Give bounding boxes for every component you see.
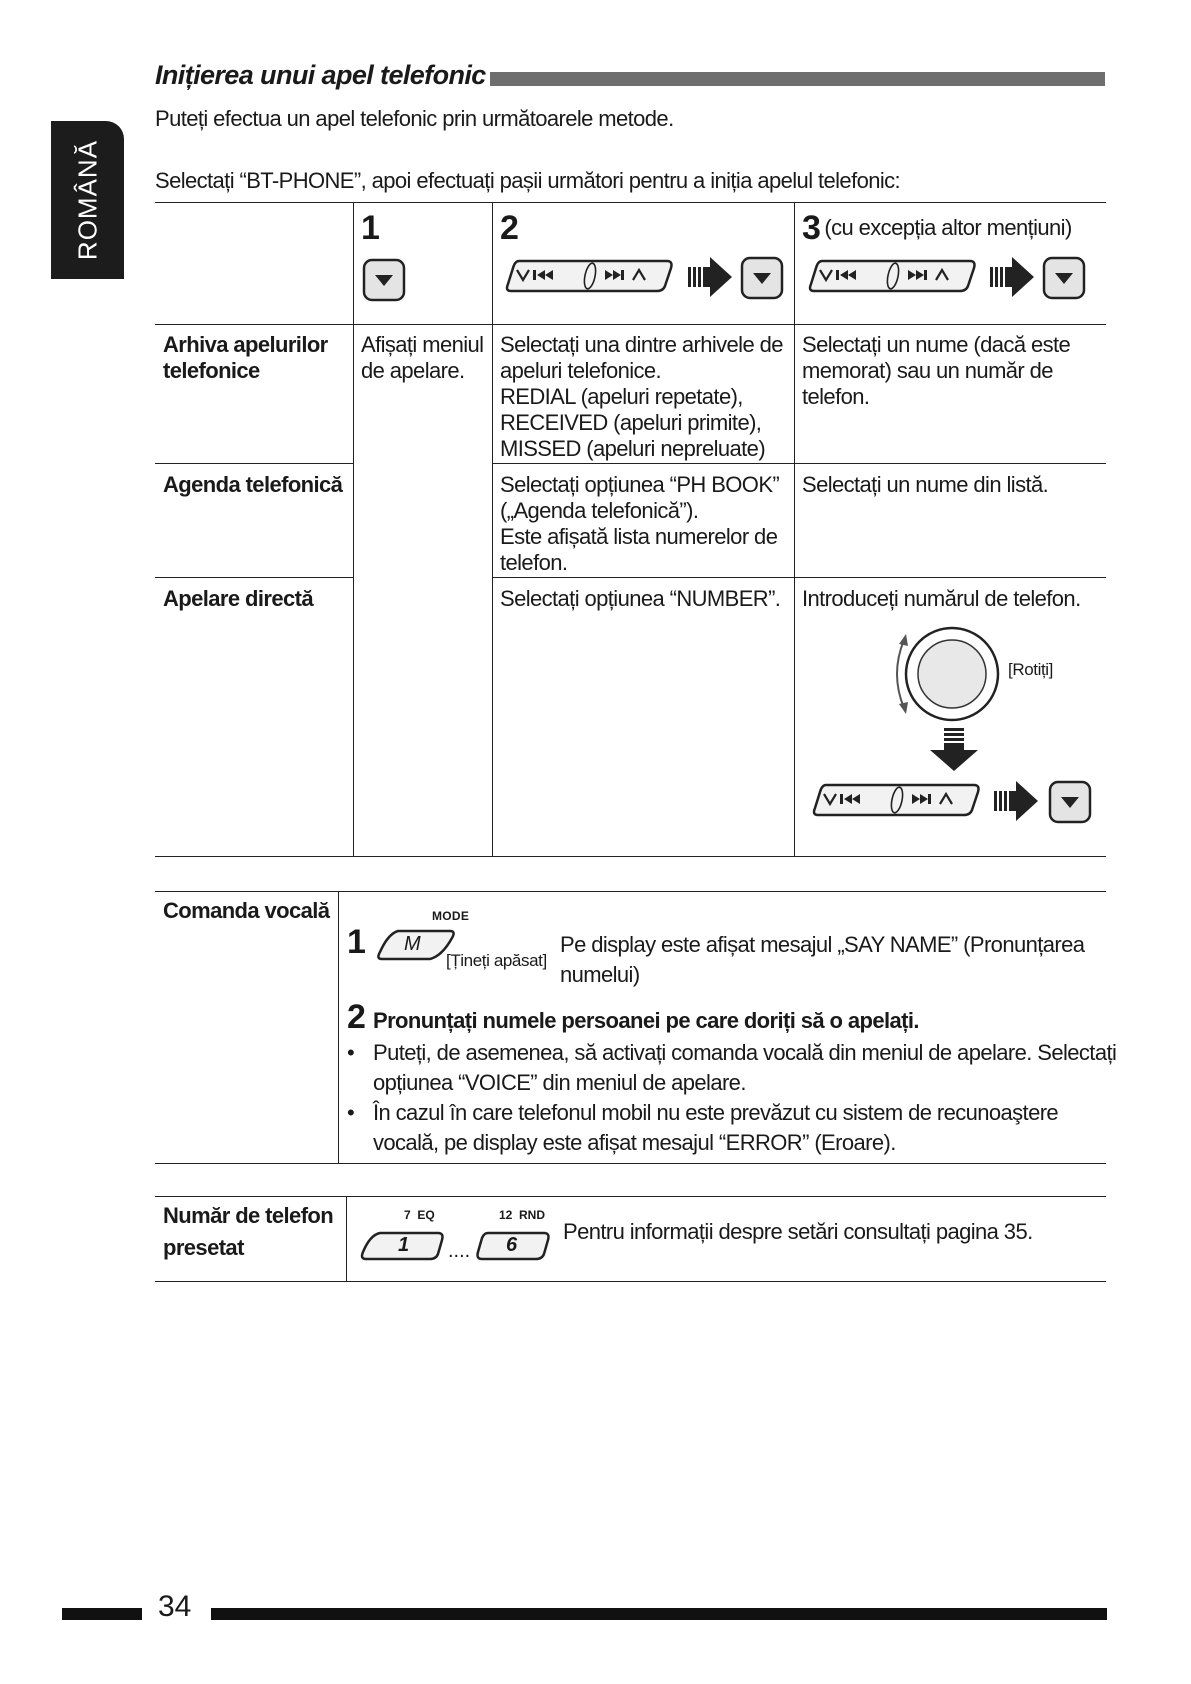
step-1-description: Afișați meniul de apelare. — [361, 332, 484, 383]
table-rule — [155, 1163, 1106, 1164]
phonebook-step-3: Selectați un nume din listă. — [802, 472, 1049, 497]
table-rule — [155, 891, 1106, 892]
table-rule — [492, 577, 1106, 578]
next-arrow-icon — [688, 254, 734, 300]
table-rule — [155, 324, 1106, 325]
voice-bullet-1: Puteți, de asemenea, să activați comanda vocală din meniul de apelare. Selectați opțiunea “VOICE” din meniul de apelare. — [373, 1040, 1117, 1095]
down-button-icon — [362, 258, 406, 302]
row-label-direct-dial: Apelare directă — [163, 586, 313, 611]
next-arrow-icon — [990, 254, 1036, 300]
step-2-number: 2 — [500, 209, 518, 247]
table-rule — [155, 1196, 1106, 1197]
preset-key-6-icon — [476, 1230, 552, 1262]
table-rule — [155, 202, 1106, 203]
down-button-icon — [1042, 256, 1086, 300]
table-rule — [353, 202, 354, 856]
phonebook-step-2: Selectați opțiunea “PH BOOK” („Agenda telefonică”). Este afișată lista numerelor de telefon. — [500, 472, 780, 575]
table-rule — [794, 202, 795, 856]
key-6-top-label: 12 RND — [499, 1208, 546, 1222]
language-tab-label: ROMÂNĂ — [72, 139, 102, 261]
next-arrow-icon — [994, 778, 1040, 824]
bullet-marker: • — [347, 1100, 355, 1125]
table-rule — [338, 891, 339, 1163]
key-6-label: 6 — [506, 1234, 518, 1256]
down-button-icon — [740, 256, 784, 300]
table-rule — [346, 1196, 347, 1281]
voice-step-2-number: 2 — [347, 998, 365, 1036]
table-rule — [155, 463, 354, 464]
step-3-header — [802, 211, 1072, 245]
call-history-step-2: Selectați una dintre arhivele de apeluri telefonice. REDIAL (apeluri repetate), RECEIVED (apeluri primite), MISSED (apeluri nepreluate) — [500, 332, 783, 461]
table-rule — [492, 463, 1106, 464]
voice-command-label: Comanda vocală — [163, 898, 330, 923]
preset-key-1-icon — [360, 1230, 446, 1262]
call-history-step-3: Selectați un nume (dacă este memorat) sau un număr de telefon. — [802, 332, 1071, 409]
page-title: Inițierea unui apel telefonic — [155, 60, 486, 90]
voice-step-1-number: 1 — [347, 923, 365, 961]
direct-dial-step-2: Selectați opțiunea “NUMBER”. — [500, 586, 781, 611]
rotate-label: [Rotiți] — [1008, 660, 1053, 679]
step-1-number: 1 — [361, 209, 379, 247]
row-label-phonebook: Agenda telefonică — [163, 472, 343, 497]
voice-step-1-text: Pe display este afișat mesajul „SAY NAME” (Pronunțarea numelui) — [560, 932, 1085, 987]
language-tab — [51, 121, 124, 279]
preset-label: Număr de telefon presetat — [163, 1203, 334, 1260]
preset-text: Pentru informații despre setări consultați pagina 35. — [563, 1219, 1033, 1244]
bullet-marker: • — [347, 1040, 355, 1065]
key-range-dots: .... — [448, 1240, 471, 1262]
table-rule — [492, 202, 493, 856]
hold-label: [Țineți apăsat] — [446, 951, 547, 970]
key-1-label: 1 — [398, 1234, 410, 1256]
footer-bar-right — [211, 1608, 1107, 1620]
down-arrow-icon — [928, 728, 980, 777]
footer-bar-left — [62, 1608, 142, 1620]
title-rule — [490, 72, 1105, 86]
table-rule — [155, 856, 1106, 857]
direct-dial-step-3: Introduceți numărul de telefon. — [802, 586, 1081, 611]
down-button-icon — [1048, 780, 1092, 824]
table-rule — [155, 1281, 1106, 1282]
seek-key-icon — [808, 258, 978, 294]
step-3-note: (cu excepția altor mențiuni) — [824, 215, 1072, 240]
key-1-top-label: 7 EQ — [404, 1208, 435, 1222]
mode-label: MODE — [432, 909, 470, 923]
table-rule — [155, 577, 354, 578]
seek-key-icon — [812, 782, 982, 818]
seek-key-icon — [505, 258, 675, 294]
step-3-number: 3 — [802, 209, 820, 247]
rotary-knob-icon — [890, 622, 1008, 731]
intro-text: Puteți efectua un apel telefonic prin următoarele metode. — [155, 106, 674, 131]
voice-step-2-text: Pronunțați numele persoanei pe care doriți să o apelați. — [373, 1008, 919, 1033]
instruction-text: Selectați “BT-PHONE”, apoi efectuați pașii următori pentru a iniția apelul telefonic: — [155, 168, 901, 193]
mode-m-key-icon — [376, 928, 456, 962]
page-number: 34 — [158, 1590, 192, 1623]
row-label-call-history: Arhiva apelurilor telefonice — [163, 332, 328, 383]
m-key-label: M — [404, 933, 421, 955]
voice-bullet-2: În cazul în care telefonul mobil nu este prevăzut cu sistem de recunoaştere vocală, pe display este afișat mesajul “ERROR” (Eroare). — [373, 1100, 1059, 1155]
